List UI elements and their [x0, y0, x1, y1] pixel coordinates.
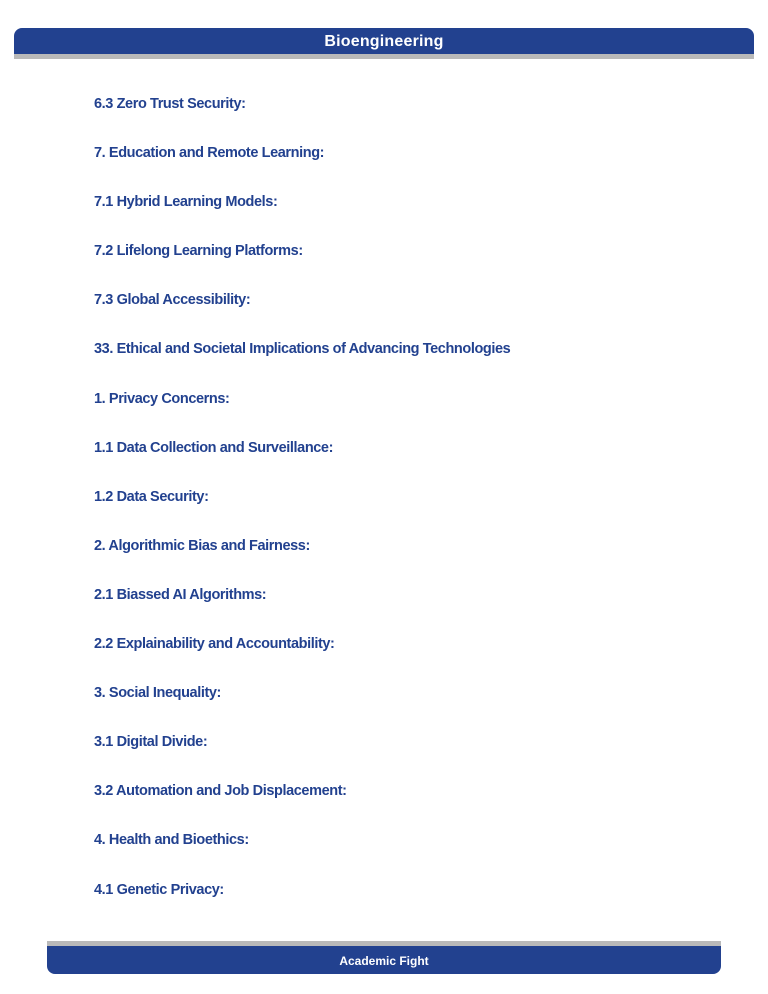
heading-line: 7.3 Global Accessibility:	[94, 292, 251, 309]
page-header	[14, 28, 754, 54]
heading-line: 3.2 Automation and Job Displacement:	[94, 783, 347, 800]
heading-line: 6.3 Zero Trust Security:	[94, 96, 246, 112]
footer-text: Academic Fight	[339, 954, 429, 968]
heading-line: 7.2 Lifelong Learning Platforms:	[94, 243, 303, 260]
heading-line: 4. Health and Bioethics:	[94, 832, 249, 849]
heading-line: 33. Ethical and Societal Implications of Advancing Technologies	[94, 341, 511, 358]
heading-line: 4.1 Genetic Privacy:	[94, 881, 224, 898]
heading-line: 1. Privacy Concerns:	[94, 390, 230, 407]
header-title: Bioengineering	[324, 33, 444, 50]
header-divider	[14, 54, 754, 59]
heading-line: 2.2 Explainability and Accountability:	[94, 636, 335, 653]
heading-line: 1.1 Data Collection and Surveillance:	[94, 439, 334, 456]
heading-line: 1.2 Data Security:	[94, 488, 209, 505]
heading-line: 7.1 Hybrid Learning Models:	[94, 194, 278, 211]
heading-line: 3.1 Digital Divide:	[94, 734, 208, 751]
heading-line: 3. Social Inequality:	[94, 685, 221, 702]
heading-list	[94, 94, 714, 929]
heading-line: 2. Algorithmic Bias and Fairness:	[94, 537, 310, 554]
heading-line: 7. Education and Remote Learning:	[94, 145, 325, 162]
heading-line: 2.1 Biassed AI Algorithms:	[94, 586, 267, 603]
page-footer	[47, 946, 721, 974]
